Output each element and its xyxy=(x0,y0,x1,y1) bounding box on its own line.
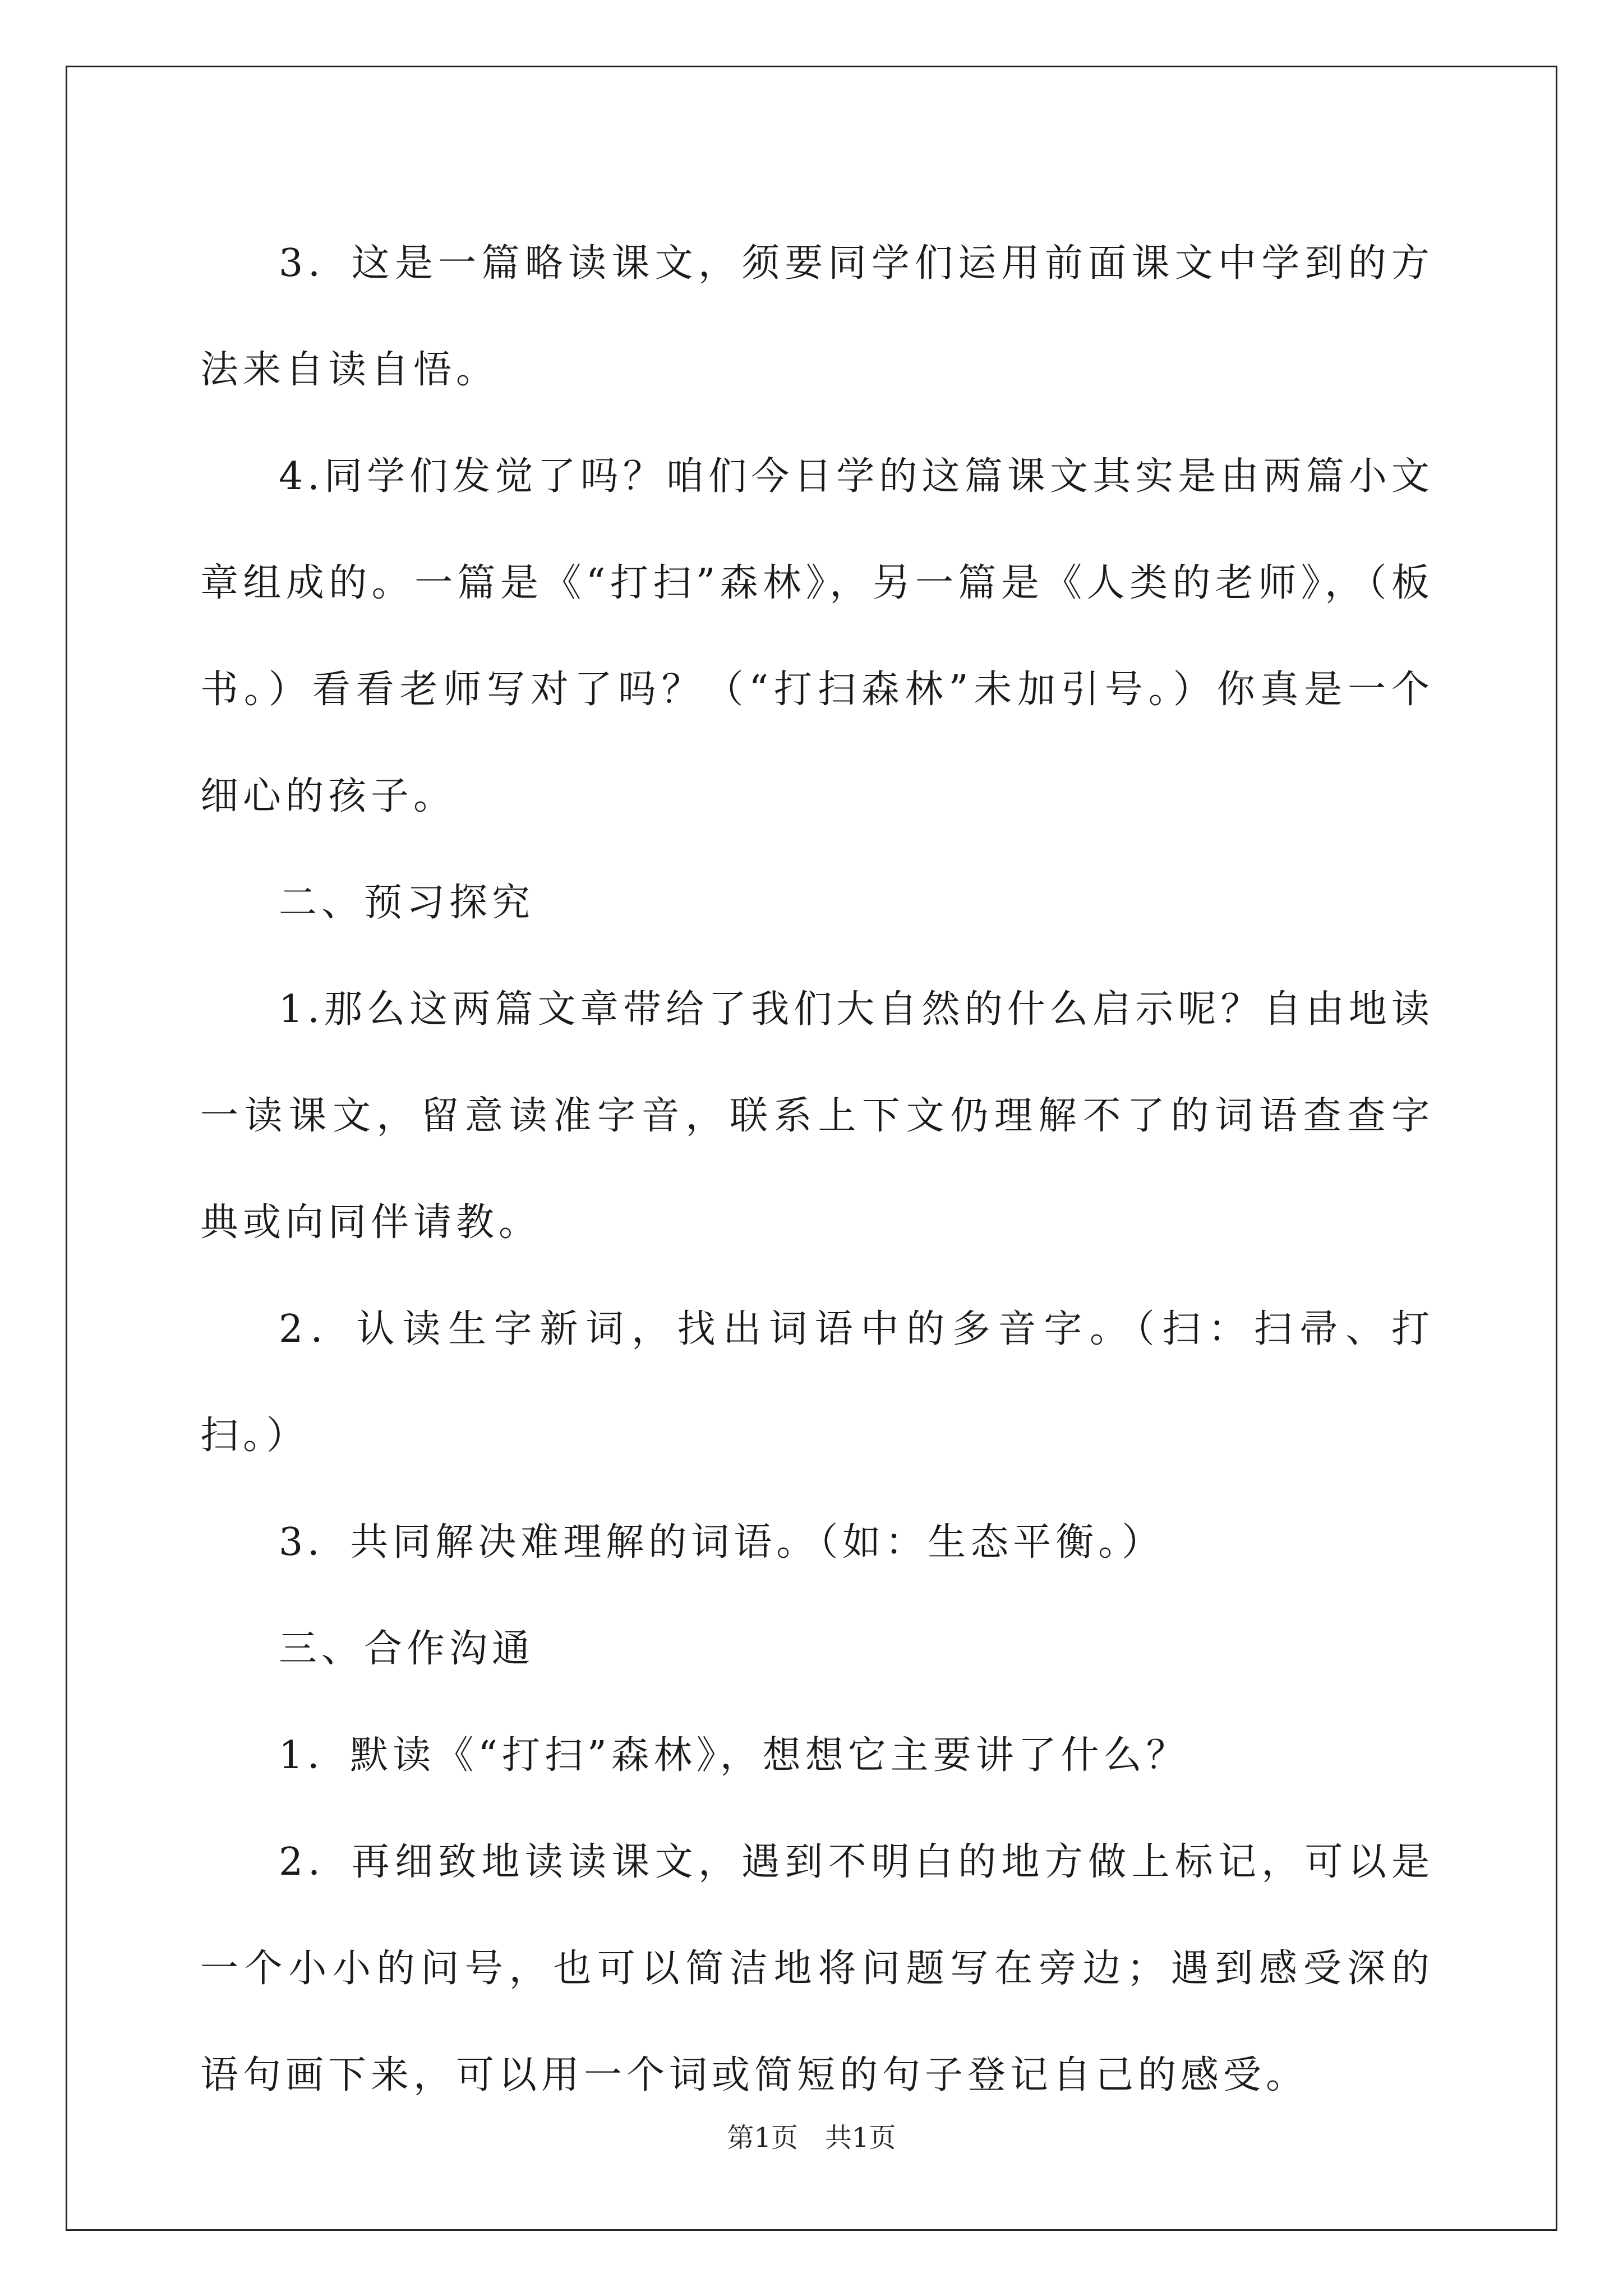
paragraph: 1.那么这两篇文章带给了我们大自然的什么启示呢？自由地读一读课文，留意读准字音，联系上下文仍理解不了的词语查查字典或向同伴请教。 xyxy=(200,987,1434,1245)
paragraph: 1．默读《“打扫”森林》，想想它主要讲了什么？ xyxy=(279,1733,1189,1778)
paragraph: 2．再细致地读读课文，遇到不明白的地方做上标记，可以是一个小小的问号，也可以简洁地将问题写在旁边；遇到感受深的语句画下来，可以用一个词或简短的句子登记自己的感受。 xyxy=(200,1840,1434,2097)
paragraph: 3．共同解决难理解的词语。（如：生态平衡。） xyxy=(279,1520,1165,1565)
paragraph: 3．这是一篇略读课文，须要同学们运用前面课文中学到的方法来自读自悟。 xyxy=(200,241,1434,392)
page-number-footer: 第1页 共1页 xyxy=(727,2122,896,2154)
document-body xyxy=(200,210,1434,2129)
section-heading: 二、预习探究 xyxy=(279,881,535,925)
section-heading: 三、合作沟通 xyxy=(279,1627,535,1671)
paragraph: 4.同学们发觉了吗？咱们今日学的这篇课文其实是由两篇小文章组成的。一篇是《“打扫”森林》，另一篇是《人类的老师》，（板书。）看看老师写对了吗？（“打扫森林”未加引号。）你真是一个细心的孩子。 xyxy=(200,454,1434,818)
paragraph: 2．认读生字新词，找出词语中的多音字。（扫：扫帚、打扫。） xyxy=(200,1307,1434,1458)
